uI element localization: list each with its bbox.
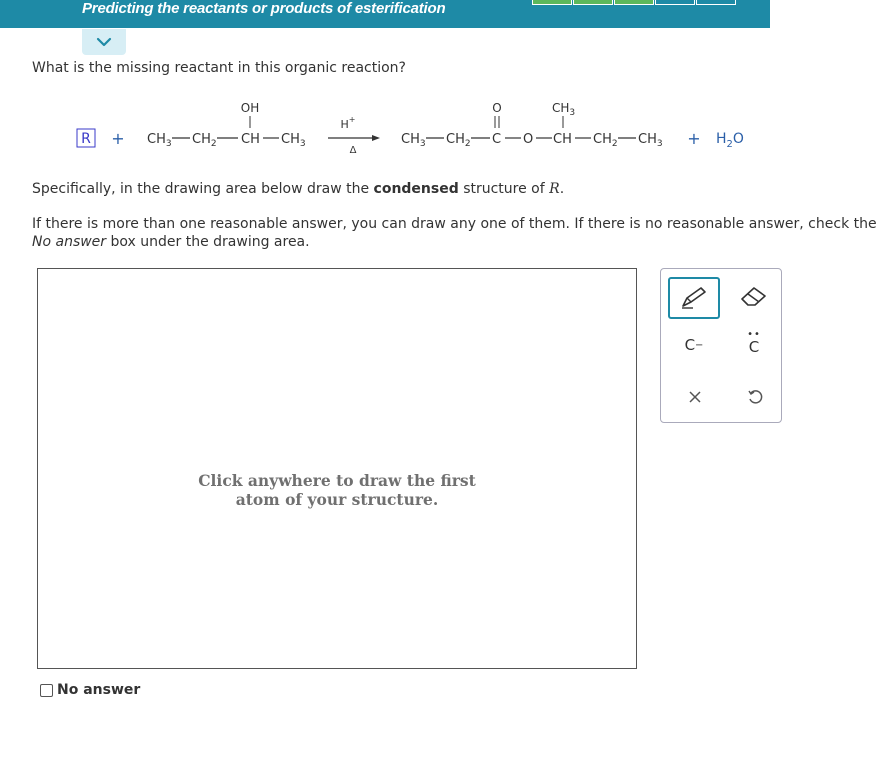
svg-text:CH: CH	[553, 132, 572, 147]
carbanion-tool[interactable]	[679, 331, 709, 359]
svg-text:O: O	[523, 132, 534, 147]
eraser-icon	[738, 285, 768, 307]
progress-segment	[655, 0, 695, 5]
svg-text:CH3: $CH_3$	[147, 132, 172, 149]
chevron-down-icon	[96, 37, 112, 47]
svg-text:CH3: $CH_3$	[401, 132, 426, 149]
page-title: Predicting the reactants or products of esterification	[82, 0, 446, 17]
svg-text:CH2: $CH_2$	[446, 132, 471, 149]
menu-icon[interactable]	[0, 0, 8, 16]
progress-segment	[696, 0, 736, 5]
drawing-toolbox	[660, 268, 782, 423]
svg-text:CH: CH	[241, 132, 260, 147]
top-bar	[0, 0, 770, 28]
plus-sign: +	[111, 129, 125, 148]
reaction-equation	[0, 95, 770, 165]
methyl-branch: $CH_3$	[552, 101, 576, 118]
water-product: $H_2O$	[716, 131, 744, 150]
svg-text:CH3: $CH_3$	[281, 132, 306, 149]
no-answer-label: No answer	[57, 682, 141, 698]
svg-text:CH2: $CH_2$	[593, 132, 618, 149]
progress-segment	[573, 0, 613, 5]
undo-icon	[747, 389, 763, 405]
lone-pair-label: C	[748, 338, 760, 356]
no-answer-checkbox[interactable]	[40, 682, 140, 698]
progress-segment	[532, 0, 572, 5]
carbonyl-oxygen: O	[492, 101, 502, 115]
plus-sign-2: +	[687, 129, 701, 148]
progress-segment	[614, 0, 654, 5]
svg-text:C: C	[492, 132, 502, 147]
drawing-area[interactable]	[37, 268, 637, 669]
clear-button[interactable]	[683, 385, 707, 409]
svg-text:CH3: $CH_3$	[638, 132, 663, 149]
pencil-icon	[679, 286, 709, 310]
progress-bar	[532, 0, 736, 5]
reaction-arrow	[328, 115, 380, 156]
hydroxyl-group: OH	[240, 101, 260, 115]
catalyst-label: H+	[340, 115, 356, 131]
svg-text:CH2: $CH_2$	[192, 132, 217, 149]
close-icon	[688, 390, 702, 404]
instruction-alternatives: If there is more than one reasonable answer, you can draw any one of them. If there is no reasonable answer, check the No answer box under the drawing area.	[32, 216, 877, 250]
lone-pair-tool[interactable]: •• C	[747, 329, 761, 356]
carbanion-label: C	[684, 336, 696, 354]
eraser-tool[interactable]	[733, 281, 773, 311]
heat-label: Δ	[349, 145, 357, 156]
question-text: What is the missing reactant in this organic reaction?	[32, 60, 406, 76]
pencil-tool[interactable]	[668, 277, 720, 319]
instruction-specific: Specifically, in the drawing area below draw the condensed structure of R.	[32, 181, 565, 197]
expand-button[interactable]	[82, 29, 126, 55]
checkbox-box[interactable]	[40, 684, 53, 697]
charge-label: −	[695, 339, 704, 351]
drawing-hint: Click anywhere to draw the first atom of your structure.	[198, 471, 476, 509]
undo-button[interactable]	[743, 385, 767, 409]
unknown-reactant-label: R	[81, 131, 91, 147]
